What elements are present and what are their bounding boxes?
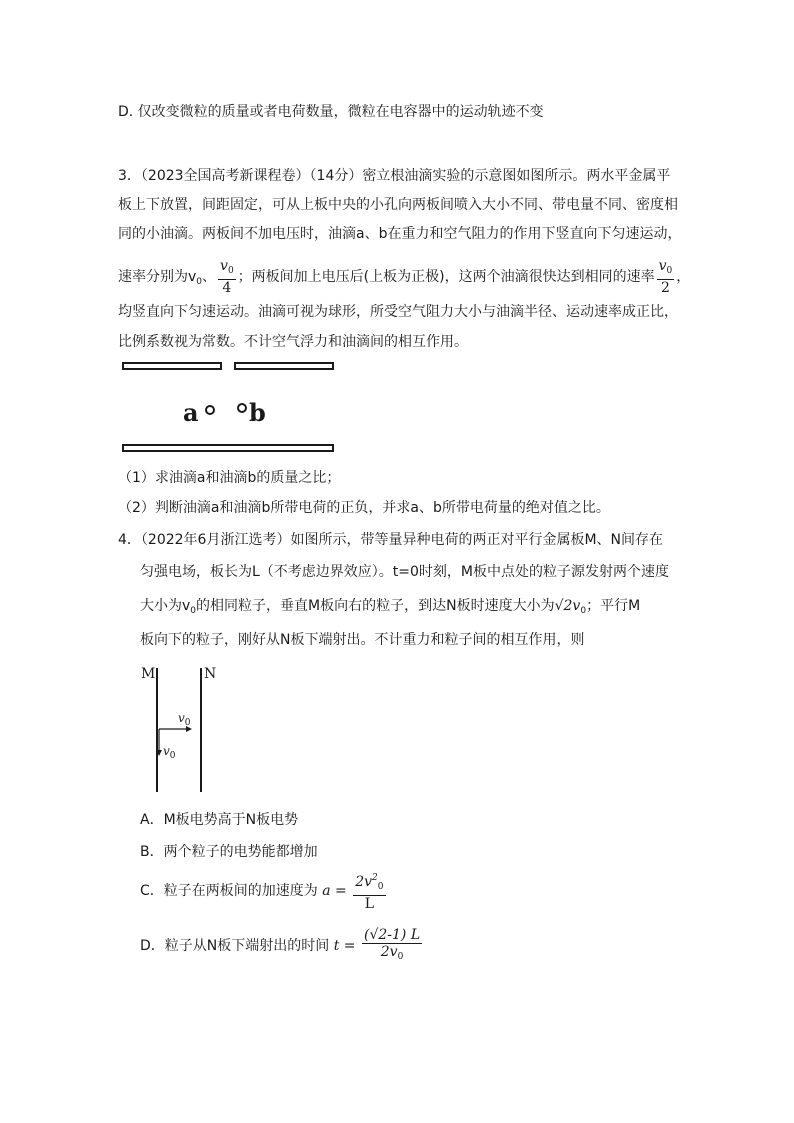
q4-option-a: A．M板电势高于N板电势 [140, 812, 299, 828]
q4-line-3-d: ；平行M [586, 598, 641, 614]
q3-line-4-a: 速率分别为v [118, 269, 197, 285]
q3-subquestion-1: （1）求油滴a和油滴b的质量之比； [118, 470, 341, 486]
plate-n [200, 668, 202, 792]
velocity-right-label [178, 711, 191, 728]
plate-n-label: N [204, 666, 217, 682]
option-c-sub: 0 [377, 882, 384, 892]
v-right-sub: 0 [184, 718, 191, 728]
q4-v0-sub: 0 [190, 606, 197, 616]
option-d-fraction [362, 927, 422, 965]
option-c-text: C．粒子在两板间的加速度为 [140, 883, 318, 899]
frac1-num-sub: 0 [227, 266, 234, 276]
q3-subquestion-2: （2）判断油滴a和油滴b所带电荷的正负，并求a、b所带电荷量的绝对值之比。 [118, 500, 610, 516]
frac2-num-sub: 0 [666, 266, 673, 276]
frac1-num: v [220, 258, 228, 274]
droplet-a-label: a [183, 398, 199, 427]
upper-plate-left [122, 362, 222, 370]
option-c-num: 2v [355, 874, 373, 890]
q3-line-5: 均竖直向下匀速运动。油滴可视为球形，所受空气阻力大小与油滴半径、运动速率成正比， [118, 304, 678, 320]
v-down-sub: 0 [169, 751, 176, 761]
frac2-den: 2 [660, 280, 670, 296]
option-d-den-sub: 0 [397, 952, 404, 962]
option-c-lhs: a = [322, 883, 347, 899]
q4-line-3 [140, 596, 640, 621]
q3-v0-sub: 0 [196, 277, 203, 287]
droplet-b-label: b [249, 398, 266, 427]
option-d-den: 2v [380, 944, 398, 960]
q4-line-1: 4．（2022年6月浙江选考）如图所示，带等量异种电荷的两正对平行金属板M、N间存在 [118, 532, 663, 548]
q3-line-2: 板上下放置，间距固定，可从上板中央的小孔向两板间喷入大小不同、带电量不同、密度相 [118, 197, 678, 213]
q4-sqrt2-v0: √2v [554, 598, 581, 614]
velocity-down-label [163, 744, 176, 761]
q3-line-3: 同的小油滴。两板间不加电压时，油滴a、b在重力和空气阻力的作用下竖直向下匀速运动， [118, 226, 682, 242]
q4-option-c [140, 870, 388, 912]
q4-sqrt2-v0-sub: 0 [580, 606, 587, 616]
option-c-den: L [364, 896, 375, 912]
q3-line-4-d: ， [676, 269, 691, 285]
q4-line-3-a: 大小为v [140, 598, 191, 614]
previous-option-d: D. 仅改变微粒的质量或者电荷数量，微粒在电容器中的运动轨迹不变 [118, 104, 544, 120]
droplet-a [205, 405, 215, 415]
arrow-down-icon [156, 750, 162, 756]
droplet-b [237, 403, 247, 413]
option-d-num: (√2-1) L [363, 927, 421, 943]
q3-fraction-v0-over-4 [218, 258, 236, 296]
q4-option-b: B．两个粒子的电势能都增加 [140, 844, 318, 860]
q3-line-4-b: 、 [202, 269, 217, 285]
lower-plate [122, 444, 334, 452]
v-down: v [163, 744, 170, 758]
q4-option-d [140, 926, 424, 966]
q4-line-4: 板向下的粒子，刚好从N板下端射出。不计重力和粒子间的相互作用，则 [140, 632, 585, 648]
plate-m-label: M [141, 666, 156, 682]
frac2-num: v [658, 258, 667, 274]
option-c-fraction [353, 870, 385, 912]
q4-line-2: 匀强电场，板长为L（不考虑边界效应）。t=0时刻，M板中点处的粒子源发射两个速度 [140, 564, 670, 580]
option-c-sup: 2 [372, 873, 378, 883]
v-right: v [178, 711, 185, 725]
q3-fraction-v0-over-2 [657, 258, 675, 296]
q3-line-4 [118, 258, 690, 299]
frac1-den: 4 [222, 280, 232, 296]
q3-line-4-c: ；两板间加上电压后(上板为正极)，这两个油滴很快达到相同的速率 [237, 269, 655, 285]
option-d-text: D．粒子从N板下端射出的时间 [140, 938, 330, 954]
upper-plate-right [234, 362, 334, 370]
q3-line-6: 比例系数视为常数。不计空气浮力和油滴间的相互作用。 [118, 334, 468, 350]
q3-line-1: 3．（2023全国高考新课程卷）（14分）密立根油滴实验的示意图如图所示。两水平金属平 [118, 168, 671, 184]
q4-line-3-b: 的相同粒子，垂直M板向右的粒子，到达N板时速度大小为 [196, 598, 555, 614]
option-d-lhs: t = [333, 938, 356, 954]
